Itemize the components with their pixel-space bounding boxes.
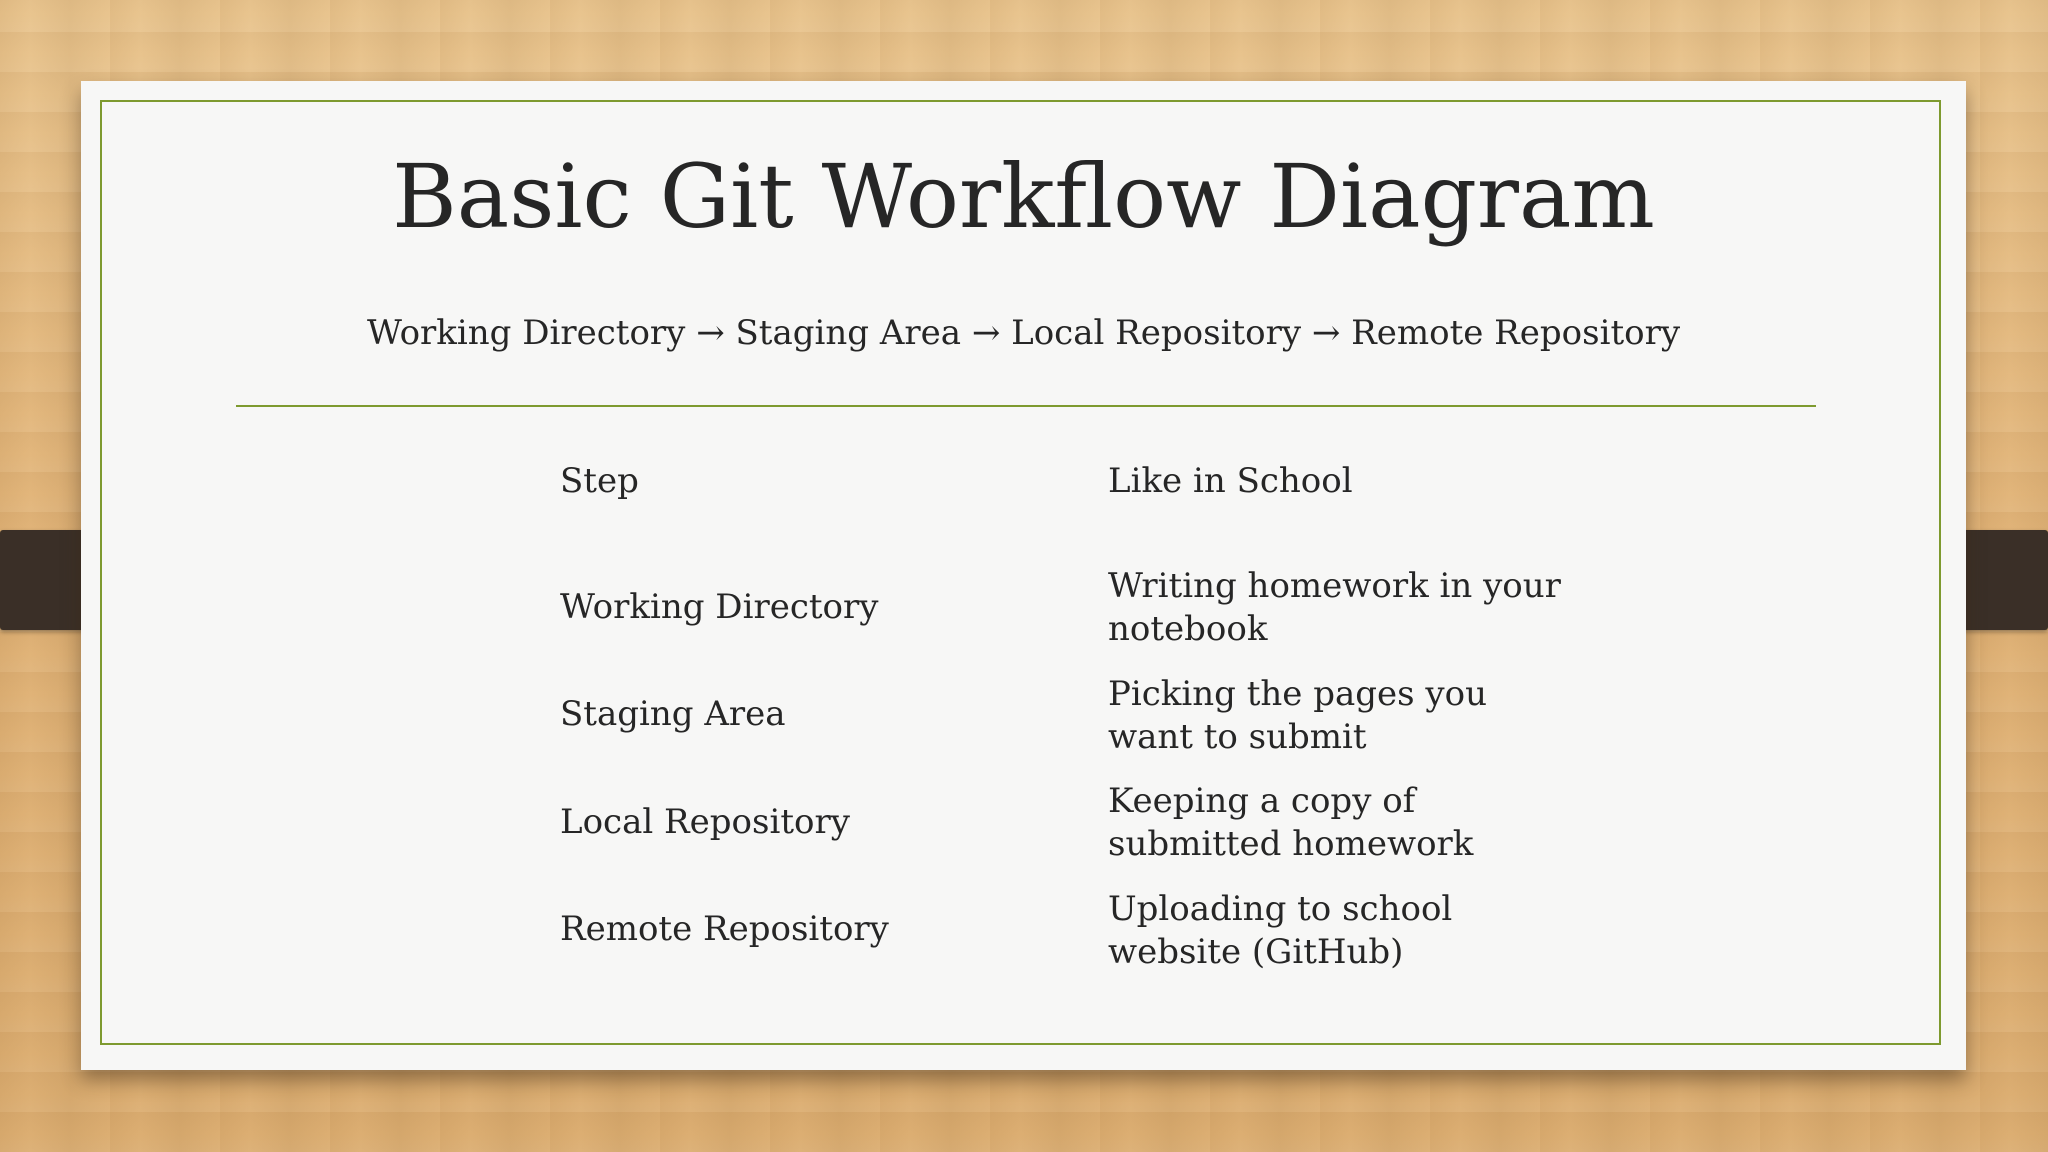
slide-title: Basic Git Workflow Diagram xyxy=(392,145,1655,248)
workflow-subtitle: Working Directory → Staging Area → Local Repository → Remote Repository xyxy=(366,313,1681,353)
row-step-staging-area: Staging Area xyxy=(560,694,786,734)
header-step: Step xyxy=(560,461,639,501)
row-like-working-directory: Writing homework in your notebook xyxy=(1108,566,1561,649)
row-step-remote-repository: Remote Repository xyxy=(560,909,889,949)
row-like-remote-repository: Uploading to school website (GitHub) xyxy=(1108,889,1453,972)
title-divider xyxy=(236,405,1816,407)
header-like-in-school: Like in School xyxy=(1108,461,1353,501)
slide xyxy=(81,81,1966,1070)
row-step-local-repository: Local Repository xyxy=(560,802,850,842)
row-like-local-repository: Keeping a copy of submitted homework xyxy=(1108,781,1474,864)
row-step-working-directory: Working Directory xyxy=(560,587,879,627)
row-like-staging-area: Picking the pages you want to submit xyxy=(1108,674,1487,757)
